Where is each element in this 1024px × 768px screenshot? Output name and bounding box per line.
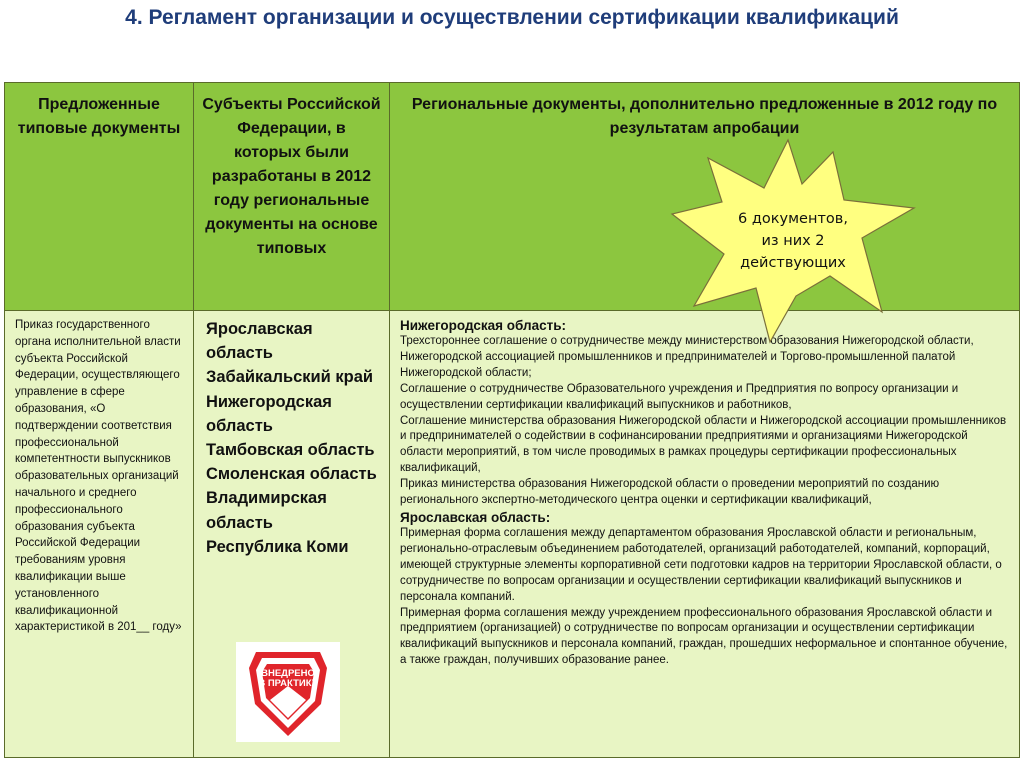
- stamp-line2: В ПРАКТИКУ: [258, 678, 318, 689]
- regional-docs-cell: [390, 311, 1020, 758]
- page-title: 4. Регламент организации и осуществлении сертификации квалификаций: [125, 6, 899, 29]
- regions-list: [194, 311, 389, 559]
- region-item: Республика Коми: [206, 537, 349, 556]
- stamp-line1: ВНЕДРЕНО: [261, 668, 315, 679]
- yaroslavl-heading: Ярославская область:: [400, 509, 551, 525]
- document-paragraph: Соглашение министерства образования Нижегородской области и Нижегородской ассоциации промышленников и предпринимателей о содействии в софинансировании предприятиями и организациями Нижегородской области мероприятий, в том числе проводимых в рамках процедуры сертификации профессиональных квалификаций,: [400, 414, 1007, 475]
- document-paragraph: Трехстороннее соглашение о сотрудничестве между министерством образования Нижегородской области, Нижегородской ассоциацией промышленников и предпринимателей и Торгово-промышленной палатой Нижегородской области;: [400, 335, 974, 379]
- document-paragraph: Примерная форма соглашения между департаментом образования Ярославской области и региональным, регионально-отраслевым объединением работодателей, организаций работодателей, компаний, корпораций, имеющей структурные элементы корпоративной сети подготовки кадров на территории Ярославской области, о сотрудничестве по вопросам организации и осуществлении сертификации квалификаций выпускников и персонала компаний.: [400, 526, 1002, 603]
- header-typical-docs: Предложенные типовые документы: [17, 96, 181, 137]
- implemented-stamp: [236, 642, 340, 742]
- region-item: Забайкальский край: [206, 368, 374, 387]
- region-item: Ярославская область: [206, 320, 313, 363]
- region-item: Владимирская область: [206, 489, 327, 532]
- callout-line3: действующих: [740, 255, 846, 271]
- header-cell-typical-docs: [5, 83, 194, 311]
- nizhny-heading: Нижегородская область:: [400, 318, 566, 333]
- callout-text: [718, 208, 868, 274]
- typical-doc-text: Приказ государственного органа исполнительной власти субъекта Российской Федерации, осуществляющего управление в сфере образования, «О подтверждении соответствия профессиональной компетентности выпускников образовательных организаций начального и среднего профессионального образования субъекта Российской Федерации требованиям уровня квалификации выше установленного квалификационной характеристикой в 201__ году»: [15, 319, 182, 634]
- header-cell-subjects: [194, 83, 390, 311]
- region-item: Нижегородская область: [206, 392, 332, 435]
- callout-line1: 6 документов,: [738, 211, 848, 227]
- typical-doc-cell: [5, 311, 194, 758]
- header-subjects: Субъекты Российской Федерации, в которых были разработаны в 2012 году региональные документы на основе типовых: [202, 96, 381, 257]
- document-paragraph: Приказ министерства образования Нижегородской области о проведении мероприятий по созданию регионального экспертно-методического центра оценки и сертификации квалификаций,: [400, 478, 940, 507]
- stamp-icon: [236, 642, 340, 742]
- region-item: Тамбовская область: [206, 441, 375, 460]
- header-regional-docs: Региональные документы, дополнительно предложенные в 2012 году по результатам апробации: [411, 96, 998, 137]
- callout-line2: из них 2: [761, 233, 825, 249]
- region-item: Смоленская область: [206, 465, 377, 484]
- document-paragraph: Примерная форма соглашения между учреждением профессионального образования Ярославской области и предприятием (организацией) о сотрудничестве по вопросам организации и осуществлении сертификации квалификаций выпускников и персонала компаний, граждан, прошедших неформальное и спонтанное обучение, а также граждан, получивших образование ранее.: [400, 606, 1008, 667]
- document-paragraph: Соглашение о сотрудничестве Образовательного учреждения и Предприятия по вопросу организации и осуществлении сертификации квалификаций выпускников и работников,: [400, 382, 959, 411]
